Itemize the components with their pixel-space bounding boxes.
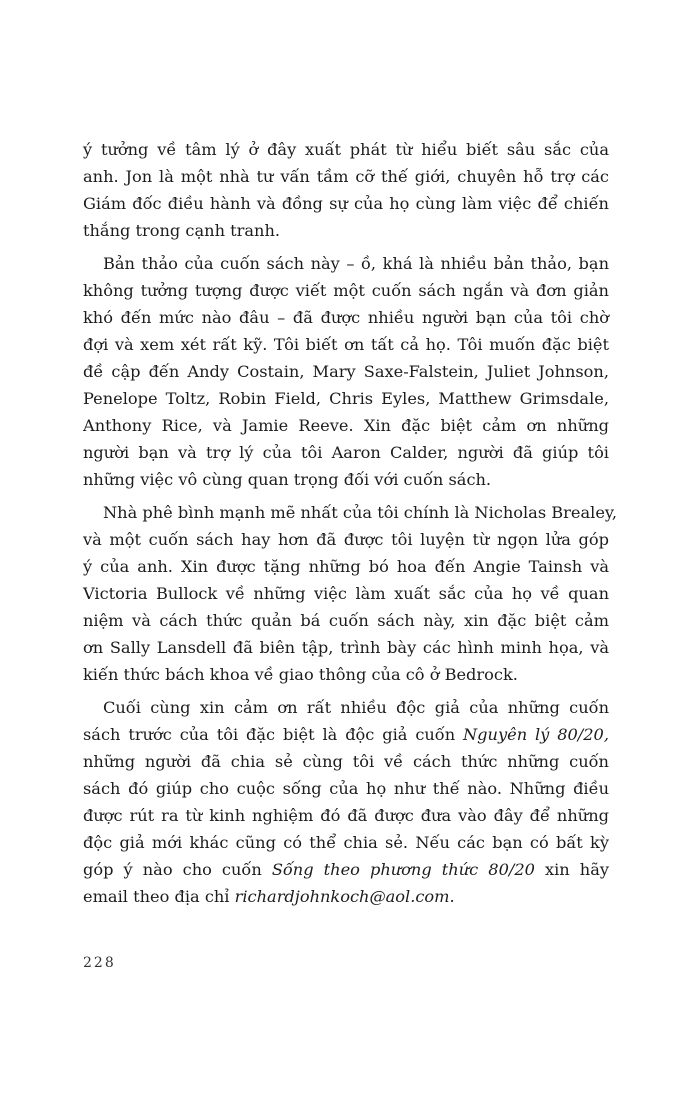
text-line: Cuối cùng xin cảm ơn rất nhiều độc giả của những cuốn [103, 698, 609, 717]
text-line: sách đó giúp cho cuộc sống của họ như thế nào. Những điều [83, 779, 609, 798]
book-title-italic: Nguyên lý 80/20, [463, 725, 609, 744]
text-line: ý của anh. Xin được tặng những bó hoa đến Angie Tainsh và [83, 557, 609, 576]
text-line: ý tưởng về tâm lý ở đây xuất phát từ hiểu biết sâu sắc của [83, 140, 609, 159]
text-line: khó đến mức nào đâu – đã được nhiều người bạn của tôi chờ [83, 308, 609, 327]
email-address: richardjohnkoch@aol.com. [234, 887, 455, 906]
text-line: Bản thảo của cuốn sách này – ồ, khá là nhiều bản thảo, bạn [103, 254, 609, 273]
paragraph-2 [83, 250, 609, 493]
text-segment: sách trước của tôi đặc biệt là độc giả cuốn [83, 725, 464, 744]
text-line: đợi và xem xét rất kỹ. Tôi biết ơn tất cả họ. Tôi muốn đặc biệt [83, 335, 609, 354]
text-line: đề cập đến Andy Costain, Mary Saxe-Falstein, Juliet Johnson, [83, 362, 609, 381]
paragraph-1 [83, 136, 609, 244]
text-line: ơn Sally Lansdell đã biên tập, trình bày các hình minh họa, và [83, 638, 609, 657]
text-line: Giám đốc điều hành và đồng sự của họ cùng làm việc để chiến [83, 194, 609, 213]
text-line: Victoria Bullock về những việc làm xuất sắc của họ về quan [83, 584, 609, 603]
text-line: được rút ra từ kinh nghiệm đó đã được đưa vào đây để những [83, 806, 609, 825]
page-number: 228 [83, 955, 116, 971]
text-line: người bạn và trợ lý của tôi Aaron Calder, người đã giúp tôi [83, 443, 609, 462]
book-title-italic: Sống theo phương thức 80/20 [271, 860, 535, 879]
paragraph-3 [83, 499, 618, 688]
text-line: không tưởng tượng được viết một cuốn sách ngắn và đơn giản [83, 281, 609, 300]
text-line: những người đã chia sẻ cùng tôi về cách thức những cuốn [83, 752, 609, 771]
text-segment: email theo địa chỉ [83, 887, 235, 906]
text-segment: xin hãy [534, 860, 609, 879]
text-line: những việc vô cùng quan trọng đối với cuốn sách. [83, 470, 492, 489]
text-line: độc giả mới khác cũng có thể chia sẻ. Nếu các bạn có bất kỳ [83, 833, 609, 852]
text-line: kiến thức bách khoa về giao thông của cô ở Bedrock. [83, 665, 518, 684]
text-line: Penelope Toltz, Robin Field, Chris Eyles, Matthew Grimsdale, [83, 389, 609, 408]
text-line: và một cuốn sách hay hơn đã được tôi luyện từ ngọn lửa góp [83, 530, 609, 549]
text-line: anh. Jon là một nhà tư vấn tầm cỡ thế giới, chuyên hỗ trợ các [83, 167, 609, 186]
text-segment: góp ý nào cho cuốn [83, 860, 272, 879]
text-line: Anthony Rice, và Jamie Reeve. Xin đặc biệt cảm ơn những [83, 416, 609, 435]
text-line: thắng trong cạnh tranh. [83, 221, 281, 240]
text-line [83, 856, 609, 883]
text-line [83, 883, 609, 910]
body-text [83, 136, 618, 916]
text-line [83, 721, 609, 748]
text-line: niệm và cách thức quản bá cuốn sách này, xin đặc biệt cảm [83, 611, 609, 630]
paragraph-4 [83, 694, 609, 910]
text-line: Nhà phê bình mạnh mẽ nhất của tôi chính là Nicholas Brealey, [103, 503, 618, 522]
